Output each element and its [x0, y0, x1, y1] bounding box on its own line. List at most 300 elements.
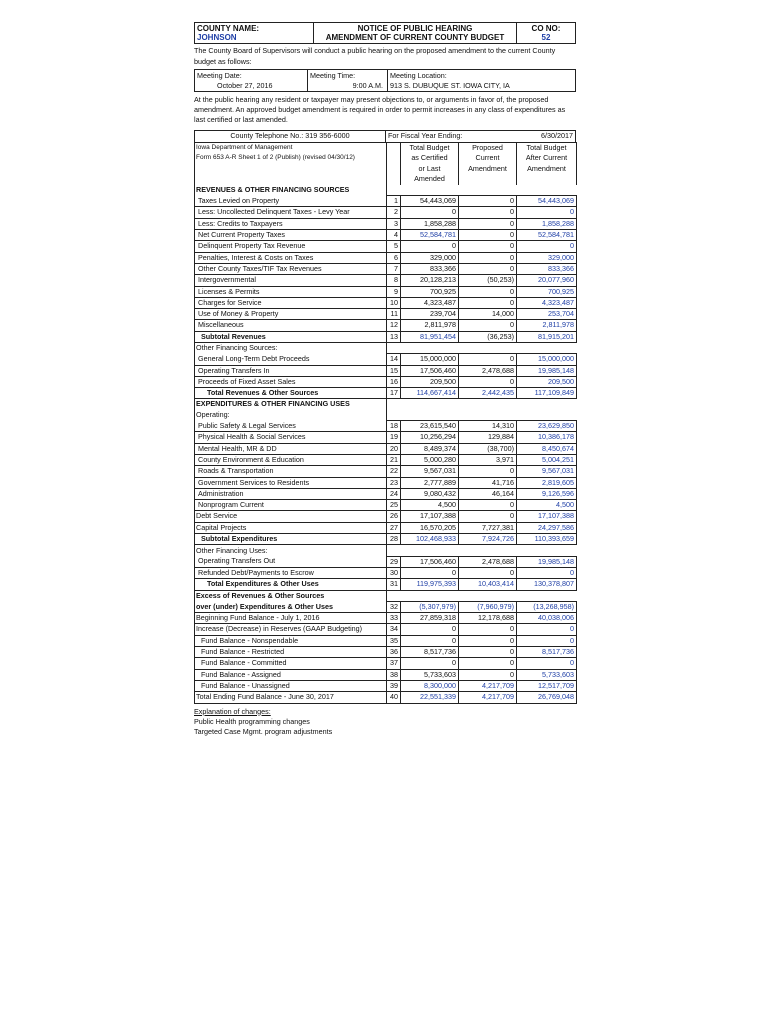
after-amendment-value: 54,443,069: [517, 196, 577, 207]
amendment-value: 0: [459, 241, 517, 252]
row-label: Subtotal Expenditures: [195, 534, 387, 545]
budget-row: [195, 511, 577, 522]
amendment-value: 46,164: [459, 488, 517, 499]
column-header-row: [195, 164, 577, 175]
row-label: Beginning Fund Balance - July 1, 2016: [195, 613, 387, 624]
certified-value: 27,859,318: [401, 613, 459, 624]
col3-header-line3: Amendment: [517, 164, 577, 175]
amendment-value: 4,217,709: [459, 692, 517, 703]
row-label: REVENUES & OTHER FINANCING SOURCES: [195, 185, 387, 196]
row-label: over (under) Expenditures & Other Uses: [195, 601, 387, 612]
col1-header-line1: Total Budget: [401, 142, 459, 153]
meeting-date-cell: [195, 70, 307, 91]
budget-row: [195, 365, 577, 376]
amendment-value: 0: [459, 286, 517, 297]
amendment-value: (7,960,979): [459, 601, 517, 612]
col2-header-line2: Current: [459, 153, 517, 164]
certified-value: 22,551,339: [401, 692, 459, 703]
explanation-line: Targeted Case Mgmt. program adjustments: [194, 727, 333, 737]
line-number: 39: [387, 680, 401, 691]
col1-header-line3: or Last: [401, 164, 459, 175]
col2-header-line3: Amendment: [459, 164, 517, 175]
row-label: Fund Balance - Nonspendable: [195, 635, 387, 646]
certified-value: 0: [401, 567, 459, 578]
budget-row: [195, 399, 577, 410]
after-amendment-value: 0: [517, 624, 577, 635]
amendment-value: 14,000: [459, 309, 517, 320]
after-amendment-value: 26,769,048: [517, 692, 577, 703]
row-label: Fund Balance - Restricted: [195, 647, 387, 658]
after-amendment-value: 12,517,709: [517, 680, 577, 691]
certified-value: 0: [401, 241, 459, 252]
certified-value: 52,584,781: [401, 230, 459, 241]
after-amendment-value: 0: [517, 241, 577, 252]
row-label: Use of Money & Property: [195, 309, 387, 320]
explanation-heading: Explanation of changes:: [194, 706, 271, 716]
row-label: Capital Projects: [195, 522, 387, 533]
certified-value: 8,300,000: [401, 680, 459, 691]
after-amendment-value: 0: [517, 635, 577, 646]
after-amendment-value: 24,297,586: [517, 522, 577, 533]
certified-value: 102,468,933: [401, 534, 459, 545]
meeting-time-label: Meeting Time:: [310, 71, 356, 81]
budget-row: [195, 454, 577, 465]
meeting-location: 913 S. DUBUQUE ST. IOWA CITY, IA: [390, 80, 510, 90]
certified-value: 4,323,487: [401, 297, 459, 308]
budget-row: [195, 692, 577, 703]
certified-value: 0: [401, 624, 459, 635]
fiscal-year-cell: [385, 131, 575, 142]
amendment-value: 3,971: [459, 454, 517, 465]
after-amendment-value: 4,500: [517, 500, 577, 511]
notice-title: [313, 23, 517, 43]
line-number: 33: [387, 613, 401, 624]
amendment-value: (50,253): [459, 275, 517, 286]
line-number: 24: [387, 488, 401, 499]
col1-header-line2: as Certified: [401, 153, 459, 164]
after-amendment-value: 0: [517, 207, 577, 218]
row-label: Delinquent Property Tax Revenue: [195, 241, 387, 252]
budget-row: [195, 343, 577, 354]
certified-value: 15,000,000: [401, 354, 459, 365]
row-label: Roads & Transportation: [195, 466, 387, 477]
budget-row: [195, 309, 577, 320]
row-label: Intergovernmental: [195, 275, 387, 286]
row-label: Fund Balance - Assigned: [195, 669, 387, 680]
amendment-value: 0: [459, 658, 517, 669]
line-number: 6: [387, 252, 401, 263]
certified-value: 8,489,374: [401, 443, 459, 454]
budget-row: [195, 590, 577, 601]
objections-text: At the public hearing any resident or taxpayer may present objections to, or arguments in favor of, the proposed amendment. An approved budget amendment is required in order to permit increases in any class of expenditures as last certified or last amended.: [194, 94, 566, 125]
after-amendment-value: 9,567,031: [517, 466, 577, 477]
after-amendment-value: 8,517,736: [517, 647, 577, 658]
line-number: 21: [387, 454, 401, 465]
row-label: Taxes Levied on Property: [195, 196, 387, 207]
after-amendment-value: 81,915,201: [517, 331, 577, 342]
certified-value: 4,500: [401, 500, 459, 511]
budget-row: [195, 534, 577, 545]
budget-notice-sheet: [194, 22, 576, 738]
certified-value: 9,080,432: [401, 488, 459, 499]
line-number: 20: [387, 443, 401, 454]
budget-row: [195, 647, 577, 658]
row-label: Proceeds of Fixed Asset Sales: [195, 376, 387, 387]
row-label: Increase (Decrease) in Reserves (GAAP Budgeting): [195, 624, 387, 635]
line-number: 18: [387, 421, 401, 432]
line-number: 15: [387, 365, 401, 376]
amendment-value: 2,478,688: [459, 556, 517, 567]
amendment-value: 0: [459, 466, 517, 477]
row-label: Less: Credits to Taxpayers: [195, 218, 387, 229]
line-number: 40: [387, 692, 401, 703]
line-number: 27: [387, 522, 401, 533]
row-label: Operating Transfers Out: [195, 556, 387, 567]
line-number: 37: [387, 658, 401, 669]
row-label: Other County Taxes/TIF Tax Revenues: [195, 263, 387, 274]
after-amendment-value: 0: [517, 658, 577, 669]
amendment-value: 0: [459, 635, 517, 646]
amendment-value: 0: [459, 196, 517, 207]
budget-row: [195, 376, 577, 387]
budget-row: [195, 522, 577, 533]
line-number: 28: [387, 534, 401, 545]
amendment-value: (36,253): [459, 331, 517, 342]
row-label: Total Revenues & Other Sources: [195, 388, 387, 399]
after-amendment-value: 23,629,850: [517, 421, 577, 432]
line-number: 32: [387, 601, 401, 612]
budget-row: [195, 252, 577, 263]
line-number: 30: [387, 567, 401, 578]
after-amendment-value: 15,000,000: [517, 354, 577, 365]
amendment-value: 10,403,414: [459, 579, 517, 590]
amendment-value: 41,716: [459, 477, 517, 488]
meeting-time: 9:00 A.M.: [352, 80, 383, 90]
county-name: JOHNSON: [197, 33, 237, 43]
budget-row: [195, 410, 577, 421]
certified-value: 23,615,540: [401, 421, 459, 432]
after-amendment-value: 209,500: [517, 376, 577, 387]
after-amendment-value: (13,268,958): [517, 601, 577, 612]
budget-row: [195, 500, 577, 511]
line-number: 25: [387, 500, 401, 511]
line-number: 10: [387, 297, 401, 308]
amendment-value: 0: [459, 230, 517, 241]
amendment-value: 0: [459, 511, 517, 522]
amendment-value: (38,700): [459, 443, 517, 454]
budget-row: [195, 567, 577, 578]
column-header-row: [195, 142, 577, 153]
budget-row: [195, 613, 577, 624]
row-label: Total Expenditures & Other Uses: [195, 579, 387, 590]
amendment-value: 129,884: [459, 432, 517, 443]
row-label: Nonprogram Current: [195, 500, 387, 511]
after-amendment-value: 1,858,288: [517, 218, 577, 229]
row-label: Fund Balance - Unassigned: [195, 680, 387, 691]
amendment-value: 0: [459, 354, 517, 365]
telephone-fiscal-row: [194, 130, 576, 142]
amendment-value: 2,478,688: [459, 365, 517, 376]
certified-value: 700,925: [401, 286, 459, 297]
budget-row: [195, 601, 577, 612]
line-number: 11: [387, 309, 401, 320]
budget-row: [195, 241, 577, 252]
line-number: 13: [387, 331, 401, 342]
after-amendment-value: 700,925: [517, 286, 577, 297]
after-amendment-value: 9,126,596: [517, 488, 577, 499]
row-label: Mental Health, MR & DD: [195, 443, 387, 454]
amendment-value: 0: [459, 252, 517, 263]
row-label: Debt Service: [195, 511, 387, 522]
budget-row: [195, 443, 577, 454]
line-number: 16: [387, 376, 401, 387]
budget-row: [195, 624, 577, 635]
county-name-label: COUNTY NAME:: [197, 24, 260, 33]
budget-row: [195, 286, 577, 297]
meeting-time-cell: [307, 70, 387, 91]
line-number: 36: [387, 647, 401, 658]
meeting-date-label: Meeting Date:: [197, 71, 242, 81]
county-telephone: County Telephone No.: 319 356-6000: [230, 131, 350, 141]
line-number: 7: [387, 263, 401, 274]
after-amendment-value: 19,985,148: [517, 365, 577, 376]
line-number: 38: [387, 669, 401, 680]
county-number-label: CO NO:: [531, 24, 561, 33]
row-label: Public Safety & Legal Services: [195, 421, 387, 432]
amendment-value: 0: [459, 263, 517, 274]
after-amendment-value: 130,378,807: [517, 579, 577, 590]
fiscal-year-label: For Fiscal Year Ending:: [388, 131, 463, 141]
budget-row: [195, 680, 577, 691]
certified-value: 9,567,031: [401, 466, 459, 477]
col3-header-line4: [517, 174, 577, 185]
amendment-value: 7,727,381: [459, 522, 517, 533]
certified-value: 17,506,460: [401, 556, 459, 567]
after-amendment-value: 2,811,978: [517, 320, 577, 331]
budget-row: [195, 354, 577, 365]
certified-value: 2,777,889: [401, 477, 459, 488]
fiscal-year-date: 6/30/2017: [541, 131, 573, 141]
budget-row: [195, 297, 577, 308]
row-label: County Environment & Education: [195, 454, 387, 465]
certified-value: 0: [401, 658, 459, 669]
line-number: 31: [387, 579, 401, 590]
budget-row: [195, 230, 577, 241]
line-number: 9: [387, 286, 401, 297]
amendment-value: 2,442,435: [459, 388, 517, 399]
amendment-value: 0: [459, 297, 517, 308]
intro-text: The County Board of Supervisors will conduct a public hearing on the proposed amendment to the current County budget as follows:: [194, 46, 556, 66]
after-amendment-value: 5,004,251: [517, 454, 577, 465]
budget-row: [195, 207, 577, 218]
after-amendment-value: 17,107,388: [517, 511, 577, 522]
amendment-value: 0: [459, 376, 517, 387]
row-label: EXPENDITURES & OTHER FINANCING USES: [195, 399, 387, 410]
amendment-value: 7,924,726: [459, 534, 517, 545]
column-header-row: [195, 174, 577, 185]
col1-header-line4: Amended: [401, 174, 459, 185]
budget-row: [195, 320, 577, 331]
row-label: Government Services to Residents: [195, 477, 387, 488]
budget-table: [194, 142, 577, 704]
budget-row: [195, 635, 577, 646]
amendment-value: 0: [459, 218, 517, 229]
certified-value: 10,256,294: [401, 432, 459, 443]
explanation-section: [194, 707, 576, 738]
budget-row: [195, 275, 577, 286]
line-number: 8: [387, 275, 401, 286]
certified-value: 17,506,460: [401, 365, 459, 376]
certified-value: 5,733,603: [401, 669, 459, 680]
line-number: 3: [387, 218, 401, 229]
meeting-location-cell: [387, 70, 575, 91]
amendment-value: 0: [459, 320, 517, 331]
budget-row: [195, 488, 577, 499]
row-label: Subtotal Revenues: [195, 331, 387, 342]
certified-value: 0: [401, 635, 459, 646]
row-label: Charges for Service: [195, 297, 387, 308]
after-amendment-value: 117,109,849: [517, 388, 577, 399]
certified-value: 20,128,213: [401, 275, 459, 286]
line-number: 22: [387, 466, 401, 477]
amendment-value: 4,217,709: [459, 680, 517, 691]
line-number: 1: [387, 196, 401, 207]
certified-value: 119,975,393: [401, 579, 459, 590]
certified-value: 2,811,978: [401, 320, 459, 331]
certified-value: 0: [401, 207, 459, 218]
row-label: Less: Uncollected Delinquent Taxes - Levy Year: [195, 207, 387, 218]
line-number: 5: [387, 241, 401, 252]
certified-value: 8,517,736: [401, 647, 459, 658]
amendment-value: 12,178,688: [459, 613, 517, 624]
budget-row: [195, 388, 577, 399]
after-amendment-value: 2,819,605: [517, 477, 577, 488]
budget-row: [195, 263, 577, 274]
row-label: Operating:: [195, 410, 387, 421]
after-amendment-value: 110,393,659: [517, 534, 577, 545]
col3-header-line1: Total Budget: [517, 142, 577, 153]
county-number: 52: [541, 33, 551, 43]
certified-value: 329,000: [401, 252, 459, 263]
row-label: Other Financing Sources:: [195, 343, 387, 354]
amendment-value: 0: [459, 567, 517, 578]
line-number: 34: [387, 624, 401, 635]
notice-title-line2: AMENDMENT OF CURRENT COUNTY BUDGET: [325, 33, 505, 43]
budget-row: [195, 579, 577, 590]
budget-row: [195, 218, 577, 229]
budget-table-body: [195, 142, 577, 703]
after-amendment-value: 833,366: [517, 263, 577, 274]
row-label: Net Current Property Taxes: [195, 230, 387, 241]
line-number: 19: [387, 432, 401, 443]
certified-value: 54,443,069: [401, 196, 459, 207]
amendment-value: 14,310: [459, 421, 517, 432]
budget-row: [195, 432, 577, 443]
budget-row: [195, 658, 577, 669]
after-amendment-value: 20,077,960: [517, 275, 577, 286]
notice-title-line1: NOTICE OF PUBLIC HEARING: [357, 24, 473, 33]
amendment-value: 0: [459, 647, 517, 658]
after-amendment-value: 19,985,148: [517, 556, 577, 567]
row-label: Total Ending Fund Balance - June 30, 2017: [195, 692, 387, 703]
col3-header-line2: After Current: [517, 153, 577, 164]
row-label: Other Financing Uses:: [195, 545, 387, 556]
county-name-cell: [195, 23, 313, 43]
county-number-cell: [517, 23, 575, 43]
line-number: 29: [387, 556, 401, 567]
after-amendment-value: 5,733,603: [517, 669, 577, 680]
budget-row: [195, 466, 577, 477]
line-number: 26: [387, 511, 401, 522]
amendment-value: 0: [459, 207, 517, 218]
budget-row: [195, 185, 577, 196]
certified-value: 209,500: [401, 376, 459, 387]
line-number: 17: [387, 388, 401, 399]
amendment-value: 0: [459, 500, 517, 511]
certified-value: 81,951,454: [401, 331, 459, 342]
after-amendment-value: 0: [517, 567, 577, 578]
amendment-value: 0: [459, 669, 517, 680]
certified-value: 16,570,205: [401, 522, 459, 533]
after-amendment-value: 10,386,178: [517, 432, 577, 443]
row-label: Operating Transfers In: [195, 365, 387, 376]
after-amendment-value: 52,584,781: [517, 230, 577, 241]
budget-row: [195, 669, 577, 680]
form-info-line1: Iowa Department of Management: [195, 142, 387, 153]
after-amendment-value: 329,000: [517, 252, 577, 263]
line-number: 14: [387, 354, 401, 365]
budget-row: [195, 196, 577, 207]
meeting-info: [194, 69, 576, 92]
meeting-date: October 27, 2016: [217, 80, 273, 90]
row-label: Physical Health & Social Services: [195, 432, 387, 443]
row-label: Miscellaneous: [195, 320, 387, 331]
certified-value: 833,366: [401, 263, 459, 274]
notice-header: [194, 22, 576, 44]
row-label: Penalties, Interest & Costs on Taxes: [195, 252, 387, 263]
meeting-location-label: Meeting Location:: [390, 71, 447, 81]
certified-value: (5,307,979): [401, 601, 459, 612]
budget-row: [195, 421, 577, 432]
column-header-row: [195, 153, 577, 164]
certified-value: 5,000,280: [401, 454, 459, 465]
row-label: Excess of Revenues & Other Sources: [195, 590, 387, 601]
row-label: General Long-Term Debt Proceeds: [195, 354, 387, 365]
line-number: 4: [387, 230, 401, 241]
certified-value: 114,667,414: [401, 388, 459, 399]
explanation-line: Public Health programming changes: [194, 716, 310, 726]
amendment-value: 0: [459, 624, 517, 635]
budget-row: [195, 331, 577, 342]
col2-header-line4: [459, 174, 517, 185]
budget-row: [195, 477, 577, 488]
certified-value: 1,858,288: [401, 218, 459, 229]
certified-value: 17,107,388: [401, 511, 459, 522]
after-amendment-value: 4,323,487: [517, 297, 577, 308]
row-label: Fund Balance - Committed: [195, 658, 387, 669]
line-number: 12: [387, 320, 401, 331]
after-amendment-value: 253,704: [517, 309, 577, 320]
after-amendment-value: 40,038,006: [517, 613, 577, 624]
row-label: Administration: [195, 488, 387, 499]
line-number: 35: [387, 635, 401, 646]
col2-header-line1: Proposed: [459, 142, 517, 153]
budget-row: [195, 545, 577, 556]
certified-value: 239,704: [401, 309, 459, 320]
row-label: Refunded Debt/Payments to Escrow: [195, 567, 387, 578]
form-info-line2: Form 653 A-R Sheet 1 of 2 (Publish) (revised 04/30/12): [195, 153, 387, 164]
after-amendment-value: 8,450,674: [517, 443, 577, 454]
